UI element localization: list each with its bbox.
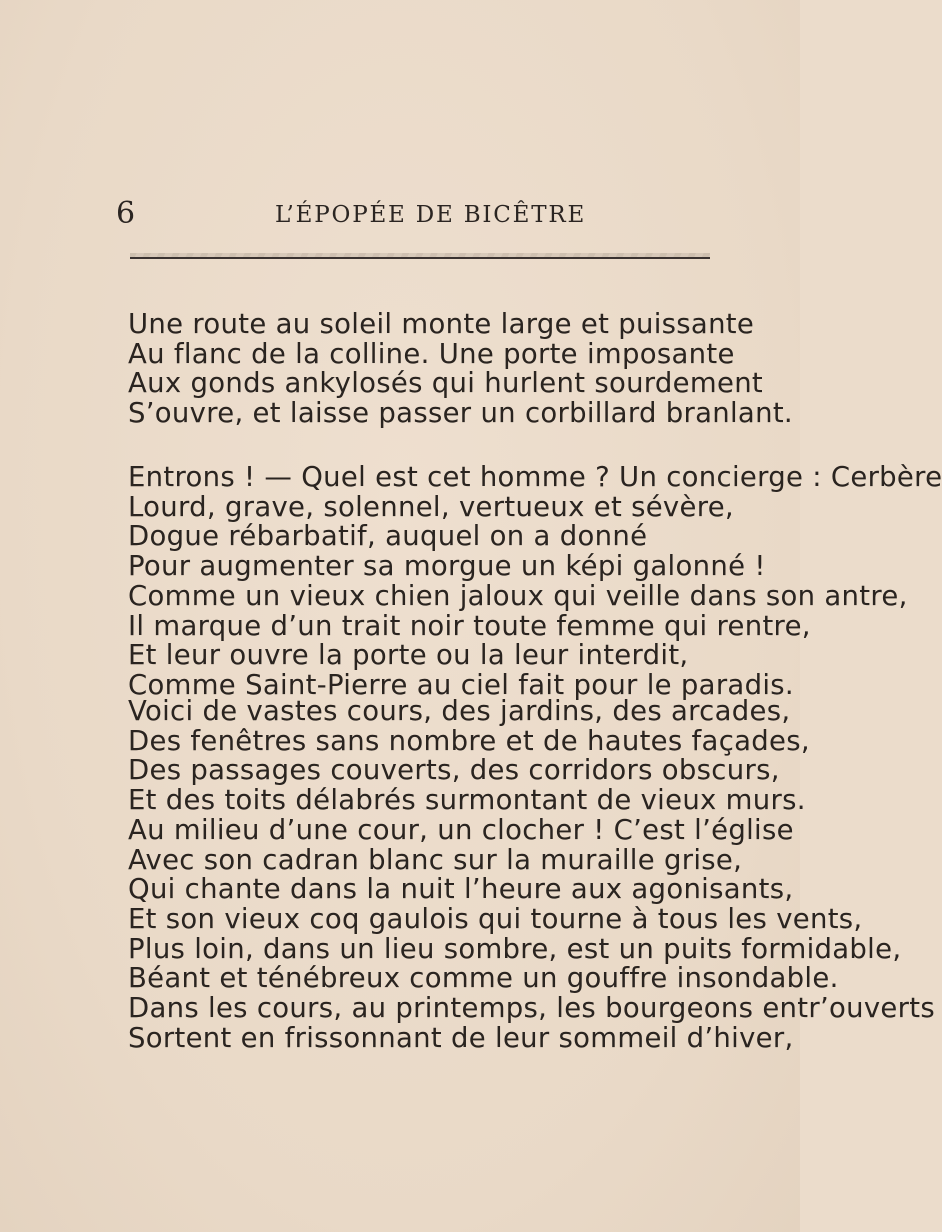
verse-line: Et des toits délabrés surmontant de vieux murs. [128, 784, 806, 817]
verse-line: Sortent en frissonnant de leur sommeil d’hiver, [128, 1021, 794, 1054]
stanza-3 [128, 695, 935, 1054]
verse-line: Des fenêtres sans nombre et de hautes façades, [128, 724, 810, 757]
verse-line: Comme un vieux chien jaloux qui veille dans son antre, [128, 579, 908, 612]
verse-line: Et leur ouvre la porte ou la leur interdit, [128, 639, 689, 672]
verse-line: Plus loin, dans un lieu sombre, est un puits formidable, [128, 932, 902, 965]
verse-line: Béant et ténébreux comme un gouffre insondable. [128, 962, 839, 995]
verse-line: Il marque d’un trait noir toute femme qui rentre, [128, 609, 811, 642]
verse-line: Dogue rébarbatif, auquel on a donné [128, 520, 648, 553]
verse-line: Une route au soleil monte large et puissante [128, 308, 755, 340]
verse-line: Aux gonds ankylosés qui hurlent sourdement [128, 367, 764, 400]
verse-line: Des passages couverts, des corridors obscurs, [128, 754, 780, 787]
running-title: L’ÉPOPÉE DE BICÊTRE [275, 202, 587, 228]
verse-line: Au milieu d’une cour, un clocher ! C’est l’église [128, 813, 794, 846]
verse-line: Lourd, grave, solennel, vertueux et sévère, [128, 490, 734, 523]
verse-line: Avec son cadran blanc sur la muraille grise, [128, 843, 743, 876]
verse-line: Pour augmenter sa morgue un képi galonné ! [128, 550, 766, 583]
verse-line: S’ouvre, et laisse passer un corbillard branlant. [128, 397, 793, 430]
page-number: 6 [116, 196, 136, 231]
verse-line: Voici de vastes cours, des jardins, des arcades, [128, 695, 791, 727]
verse-line: Et son vieux coq gaulois qui tourne à tous les vents, [128, 902, 863, 935]
verse-line: Comme Saint-Pierre au ciel fait pour le paradis. [128, 668, 794, 701]
verse-line: Entrons ! — Quel est cet homme ? Un concierge : Cerbère [128, 461, 942, 493]
stanza-1 [128, 308, 793, 430]
verse-line: Dans les cours, au printemps, les bourgeons entr’ouverts [128, 992, 935, 1025]
verse-line: Qui chante dans la nuit l’heure aux agonisants, [128, 873, 794, 906]
stanza-2 [128, 461, 942, 701]
verse-line: Au flanc de la colline. Une porte imposante [128, 337, 735, 370]
header-divider [130, 257, 710, 259]
